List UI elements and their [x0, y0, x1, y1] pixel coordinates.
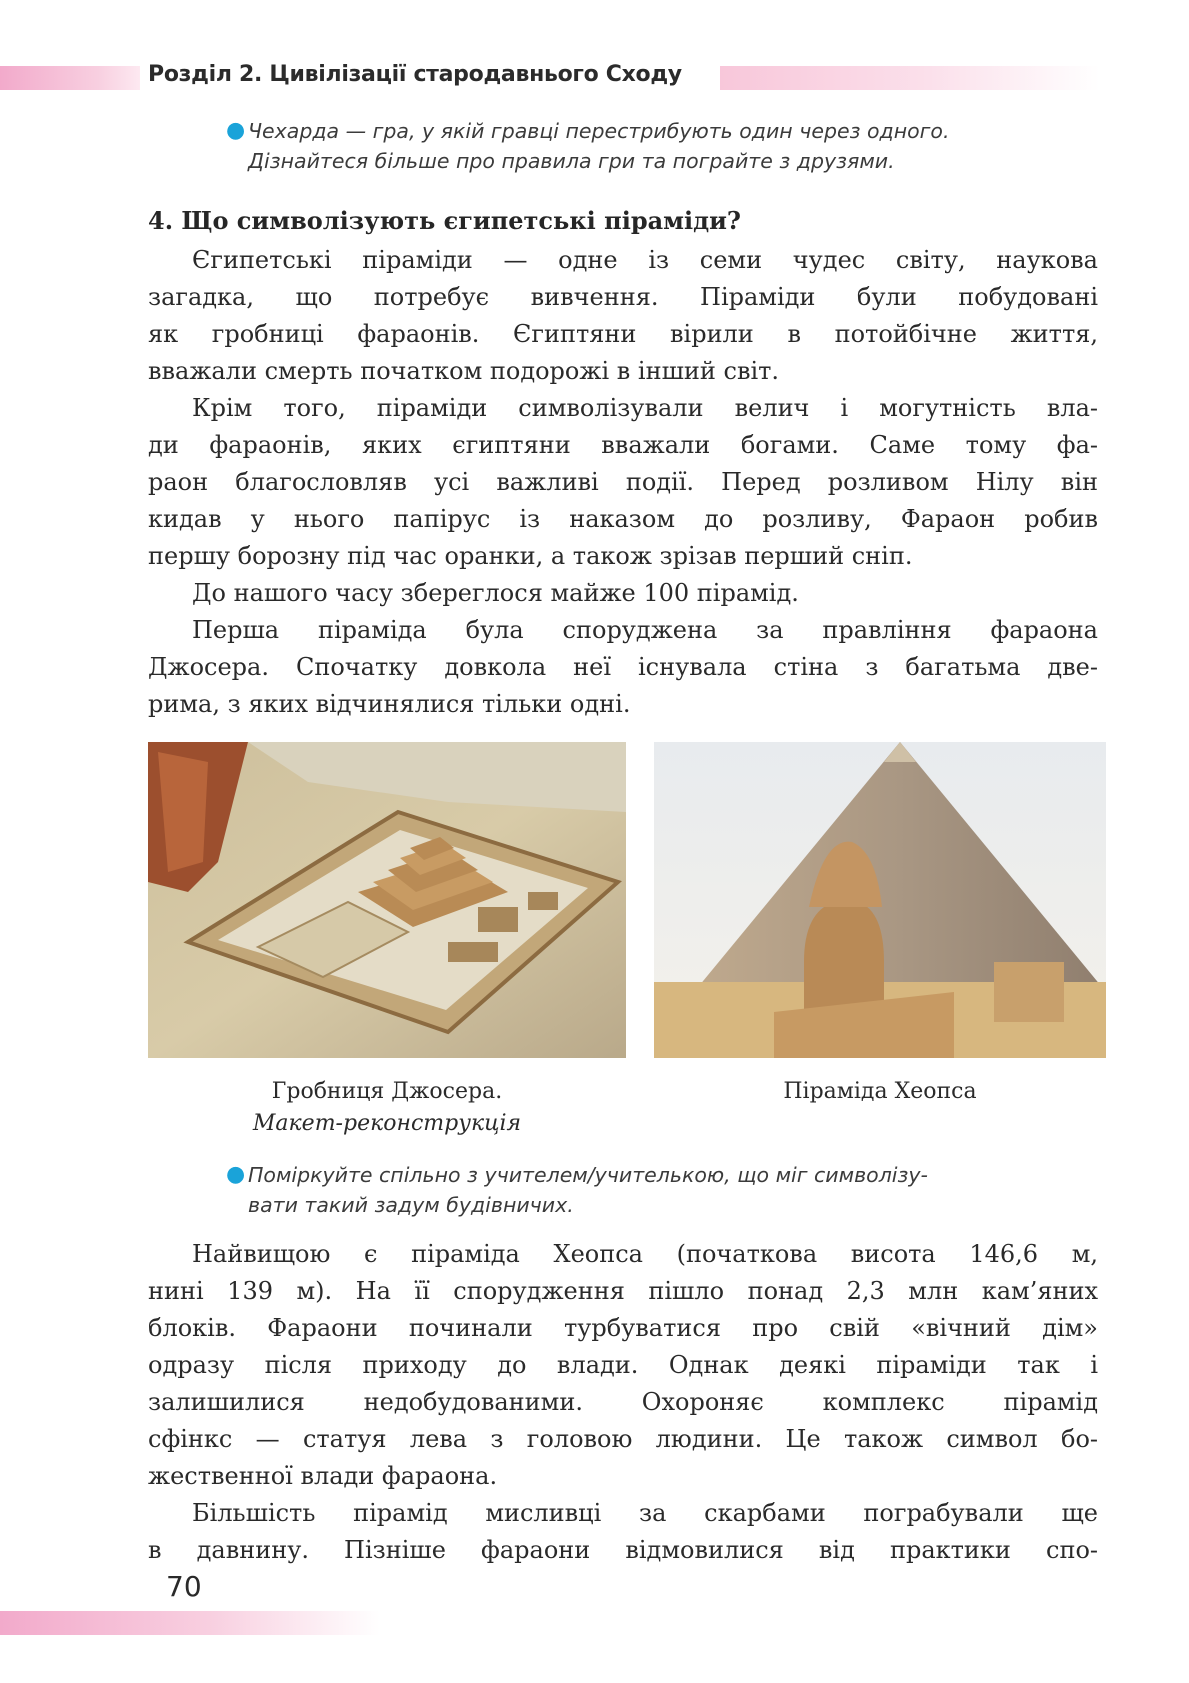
paragraph [148, 612, 1098, 723]
section-title: 4. Що символізують єгипетські піраміди? [148, 206, 741, 235]
text-line: сфінкс — статуя лева з головою людини. Це також символ бо- [148, 1425, 1098, 1453]
text-line: Крім того, піраміди символізували велич і могутність вла- [192, 394, 1098, 422]
text-line: Єгипетські піраміди — одне із семи чудес світу, наукова [192, 246, 1098, 274]
caption-cheops [654, 1076, 1106, 1108]
header-band-right [720, 66, 1100, 90]
paragraph [148, 390, 1098, 575]
text-line: Джосера. Спочатку довкола неї існувала стіна з багатьма две- [148, 653, 1098, 681]
text-line: залишилися недобудованими. Охороняє комплекс пірамід [148, 1388, 1098, 1416]
text-line: блоків. Фараони починали турбуватися про свій «вічний дім» [148, 1314, 1098, 1342]
task-note-1 [226, 116, 1108, 176]
paragraph [148, 1236, 1098, 1495]
text-line: жественної влади фараона. [148, 1462, 498, 1490]
text-line: рима, з яких відчинялися тільки одні. [148, 690, 631, 718]
text-line: одразу після приходу до влади. Однак деякі піраміди так і [148, 1351, 1098, 1379]
text-line: загадка, що потребує вивчення. Піраміди були побудовані [148, 283, 1098, 311]
body-text-2 [148, 1236, 1098, 1569]
caption-djoser [148, 1076, 626, 1140]
running-title: Розділ 2. Цивілізації стародавнього Сходу [148, 62, 682, 87]
djoser-complex-image [148, 742, 626, 1058]
caption-subtitle: Макет-реконструкція [252, 1111, 522, 1136]
text-line: нині 139 м). На її спорудження пішло понад 2,3 млн кам’яних [148, 1277, 1098, 1305]
text-line: кидав у нього папірус із наказом до розливу, Фараон робив [148, 505, 1098, 533]
task-line: Чехарда — гра, у якій гравці перестрибують один через одного. [248, 119, 950, 143]
caption-title: Гробниця Джосера. [271, 1079, 503, 1104]
bullet-icon: ● [226, 118, 246, 143]
sphinx-pyramid-image [654, 742, 1106, 1058]
text-line: першу борозну під час оранки, а також зрізав перший сніп. [148, 542, 913, 570]
text-line: ди фараонів, яких єгиптяни вважали богами. Саме тому фа- [148, 431, 1098, 459]
text-line: Перша піраміда була споруджена за правління фараона [192, 616, 1098, 644]
paragraph [148, 1495, 1098, 1569]
text-line: раон благословляв усі важливі події. Перед розливом Нілу він [148, 468, 1098, 496]
task-line: Поміркуйте спільно з учителем/учителькою, що міг символізу- [248, 1163, 928, 1187]
text-line: в давнину. Пізніше фараони відмовилися від практики спо- [148, 1536, 1098, 1564]
bullet-icon: ● [226, 1162, 246, 1187]
text-line: як гробниці фараонів. Єгиптяни вірили в потойбічне життя, [148, 320, 1098, 348]
task-line: Дізнайтеся більше про правила гри та пограйте з друзями. [248, 149, 895, 173]
text-line: Більшість пірамід мисливці за скарбами пограбували ще [192, 1499, 1098, 1527]
task-note-2 [226, 1160, 1108, 1220]
task-line: вати такий задум будівничих. [248, 1193, 574, 1217]
body-text-1 [148, 242, 1098, 723]
text-line: Найвищою є піраміда Хеопса (початкова висота 146,6 м, [192, 1240, 1098, 1268]
header-band-left [0, 66, 140, 90]
paragraph [148, 242, 1098, 390]
text-line: вважали смерть початком подорожі в інший світ. [148, 357, 780, 385]
paragraph [148, 575, 1098, 612]
caption-title: Піраміда Хеопса [783, 1079, 977, 1104]
footer-band [0, 1611, 380, 1635]
text-line: До нашого часу збереглося майже 100 пірамід. [192, 579, 799, 607]
page-number: 70 [166, 1570, 202, 1603]
